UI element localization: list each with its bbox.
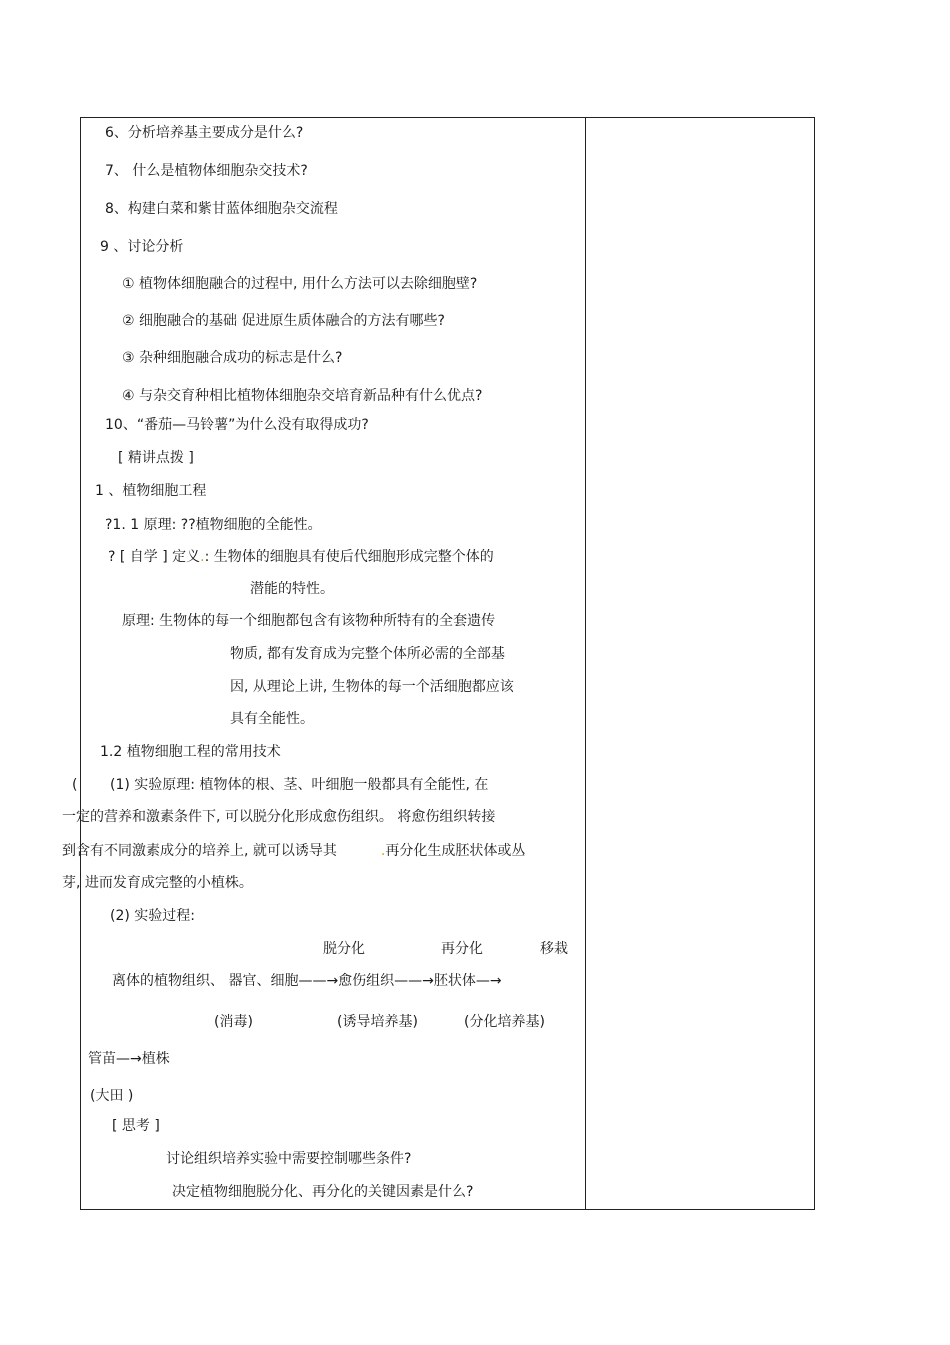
- principle-line-1: 原理: 生物体的每一个细胞都包含有该物种所特有的全套遗传: [122, 613, 496, 629]
- flow-label-dedifferentiation: 脱分化: [323, 941, 365, 957]
- principle-line-3: 因, 从理论上讲, 生物体的每一个活细胞都应该: [230, 679, 514, 695]
- flow-main-line: 离体的植物组织、 器官、细胞——→愈伤组织——→胚状体—→: [112, 973, 502, 989]
- experiment-process-title: (2) 实验过程:: [110, 908, 195, 924]
- flow-sub-induce-medium: (诱导培养基): [337, 1014, 418, 1030]
- section-1-2: 1.2 植物细胞工程的常用技术: [100, 744, 281, 760]
- paragraph-line-4: 芽, 进而发育成完整的小植株。: [62, 875, 253, 891]
- section-1-title: 1 、植物细胞工程: [95, 483, 207, 499]
- question-9: 9 、讨论分析: [100, 239, 184, 255]
- paragraph-line-3-post: 再分化生成胚状体或丛: [385, 843, 526, 859]
- question-9-3: ③ 杂种细胞融合成功的标志是什么?: [122, 350, 343, 366]
- flow-label-redifferentiation: 再分化: [441, 941, 483, 957]
- think-heading: [ 思考 ]: [112, 1118, 160, 1134]
- paragraph-line-2: 一定的营养和激素条件下, 可以脱分化形成愈伤组织。 将愈伤组织转接: [62, 809, 496, 825]
- definition-continued: 潜能的特性。: [250, 581, 334, 597]
- paragraph-line-3-mark: .: [380, 843, 386, 859]
- think-question-2: 决定植物细胞脱分化、再分化的关键因素是什么?: [172, 1184, 474, 1200]
- principle-line-2: 物质, 都有发育成为完整个体所必需的全部基: [230, 646, 505, 662]
- think-question-1: 讨论组织培养实验中需要控制哪些条件?: [166, 1151, 412, 1167]
- question-6: 6、分析培养基主要成分是什么?: [105, 125, 304, 141]
- flow-tail: 管苗—→植株: [88, 1051, 170, 1067]
- flow-sub-disinfect: (消毒): [214, 1014, 253, 1030]
- question-10: 10、“番茄—马铃薯”为什么没有取得成功?: [105, 417, 369, 433]
- definition-suffix: : 生物体的细胞具有使后代细胞形成完整个体的: [204, 549, 494, 565]
- section-heading: [ 精讲点拨 ]: [118, 450, 194, 466]
- question-9-4: ④ 与杂交育种相比植物体细胞杂交培育新品种有什么优点?: [122, 388, 483, 404]
- paragraph-line-1: (1) 实验原理: 植物体的根、茎、叶细胞一般都具有全能性, 在: [110, 777, 489, 793]
- definition-prefix: ? [ 自学 ] 定义: [108, 549, 201, 565]
- section-1-1: ?1. 1 原理: ??植物细胞的全能性。: [105, 517, 322, 533]
- flow-sub-diff-medium: (分化培养基): [464, 1014, 545, 1030]
- flow-label-transplant: 移栽: [540, 941, 568, 957]
- definition-mark: .: [200, 549, 205, 565]
- question-7: 7、 什么是植物体细胞杂交技术?: [105, 163, 308, 179]
- definition-line: [108, 548, 494, 566]
- paragraph-open-paren: (: [72, 777, 78, 793]
- question-9-2: ② 细胞融合的基础 促进原生质体融合的方法有哪些?: [122, 313, 445, 329]
- paragraph-line-3: [62, 842, 525, 860]
- principle-line-4: 具有全能性。: [230, 711, 314, 727]
- question-9-1: ① 植物体细胞融合的过程中, 用什么方法可以去除细胞壁?: [122, 276, 478, 292]
- column-divider: [585, 117, 586, 1210]
- paragraph-line-3-pre: 到含有不同激素成分的培养上, 就可以诱导其: [62, 843, 337, 859]
- flow-field: (大田 ): [90, 1088, 134, 1104]
- question-8: 8、构建白菜和紫甘蓝体细胞杂交流程: [105, 201, 338, 217]
